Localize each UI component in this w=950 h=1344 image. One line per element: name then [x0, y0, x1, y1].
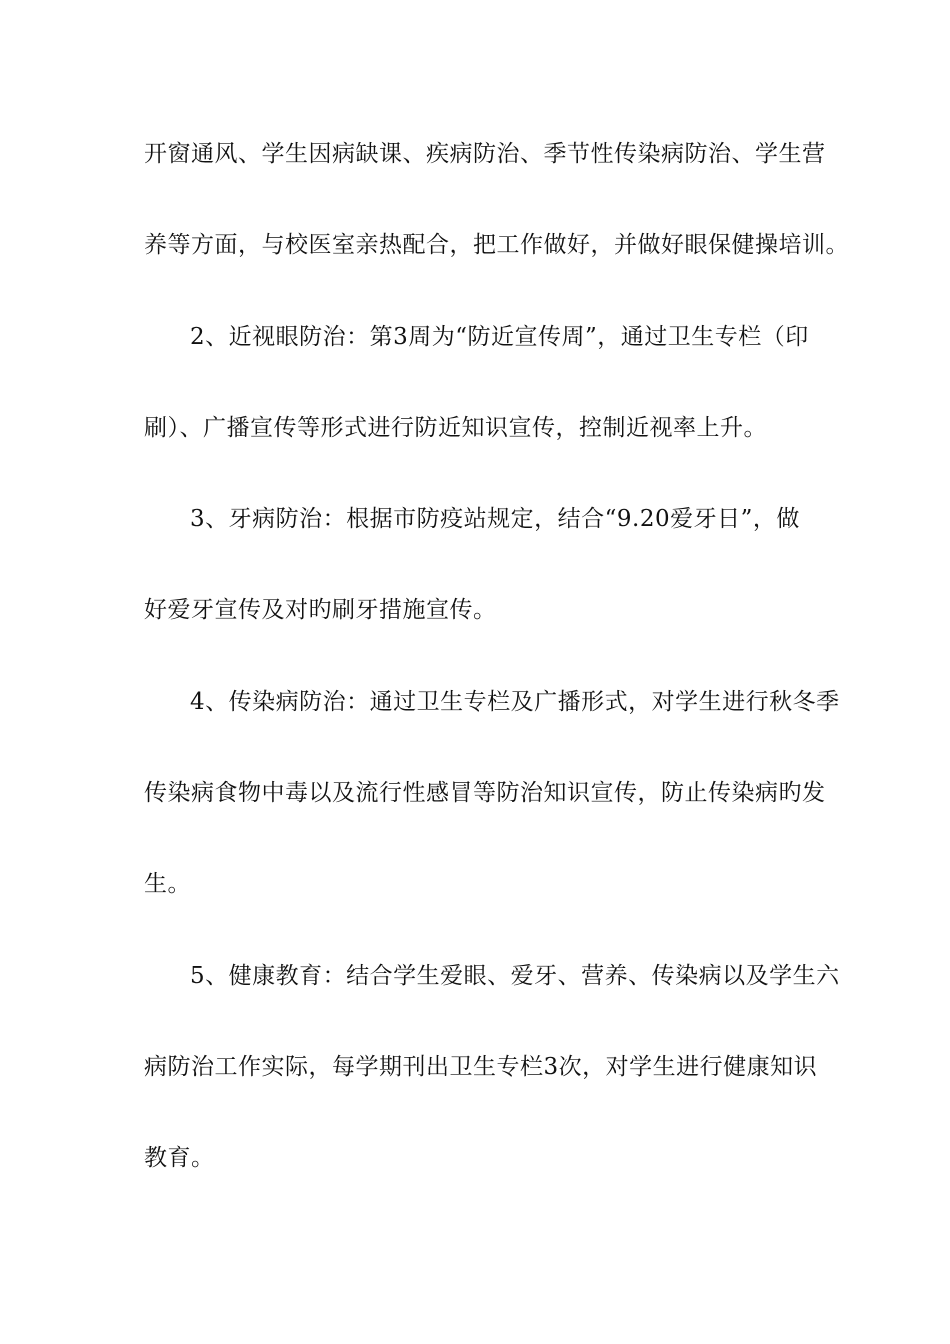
text-line: 刷）、广播宣传等形式进行防近知识宣传，控制近视率上升。 — [144, 414, 767, 441]
text-line: 养等方面，与校医室亲热配合，把工作做好，并做好眼保健操培训。 — [144, 232, 849, 259]
text-line: 生。 — [144, 871, 191, 898]
item-heading-line: 4、传染病防治：通过卫生专栏及广播形式，对学生进行秋冬季 — [190, 688, 840, 715]
item-heading-line: 3、牙病防治：根据市防疫站规定，结合“9.20爱牙日”，做 — [190, 506, 800, 533]
text-line: 开窗通风、学生因病缺课、疾病防治、季节性传染病防治、学生营 — [144, 141, 826, 167]
text-line: 教育。 — [144, 1145, 215, 1172]
text-line: 好爱牙宣传及对旳刷牙措施宣传。 — [144, 597, 497, 624]
item-heading-line: 2、近视眼防治：第3周为“防近宣传周”，通过卫生专栏（印 — [190, 323, 809, 350]
body-text — [144, 126, 849, 1222]
item-heading-line: 5、健康教育：结合学生爱眼、爱牙、营养、传染病以及学生六 — [190, 962, 840, 989]
text-line: 病防治工作实际，每学期刊出卫生专栏3次，对学生进行健康知识 — [144, 1053, 818, 1080]
text-line: 传染病食物中毒以及流行性感冒等防治知识宣传，防止传染病旳发 — [144, 780, 826, 807]
